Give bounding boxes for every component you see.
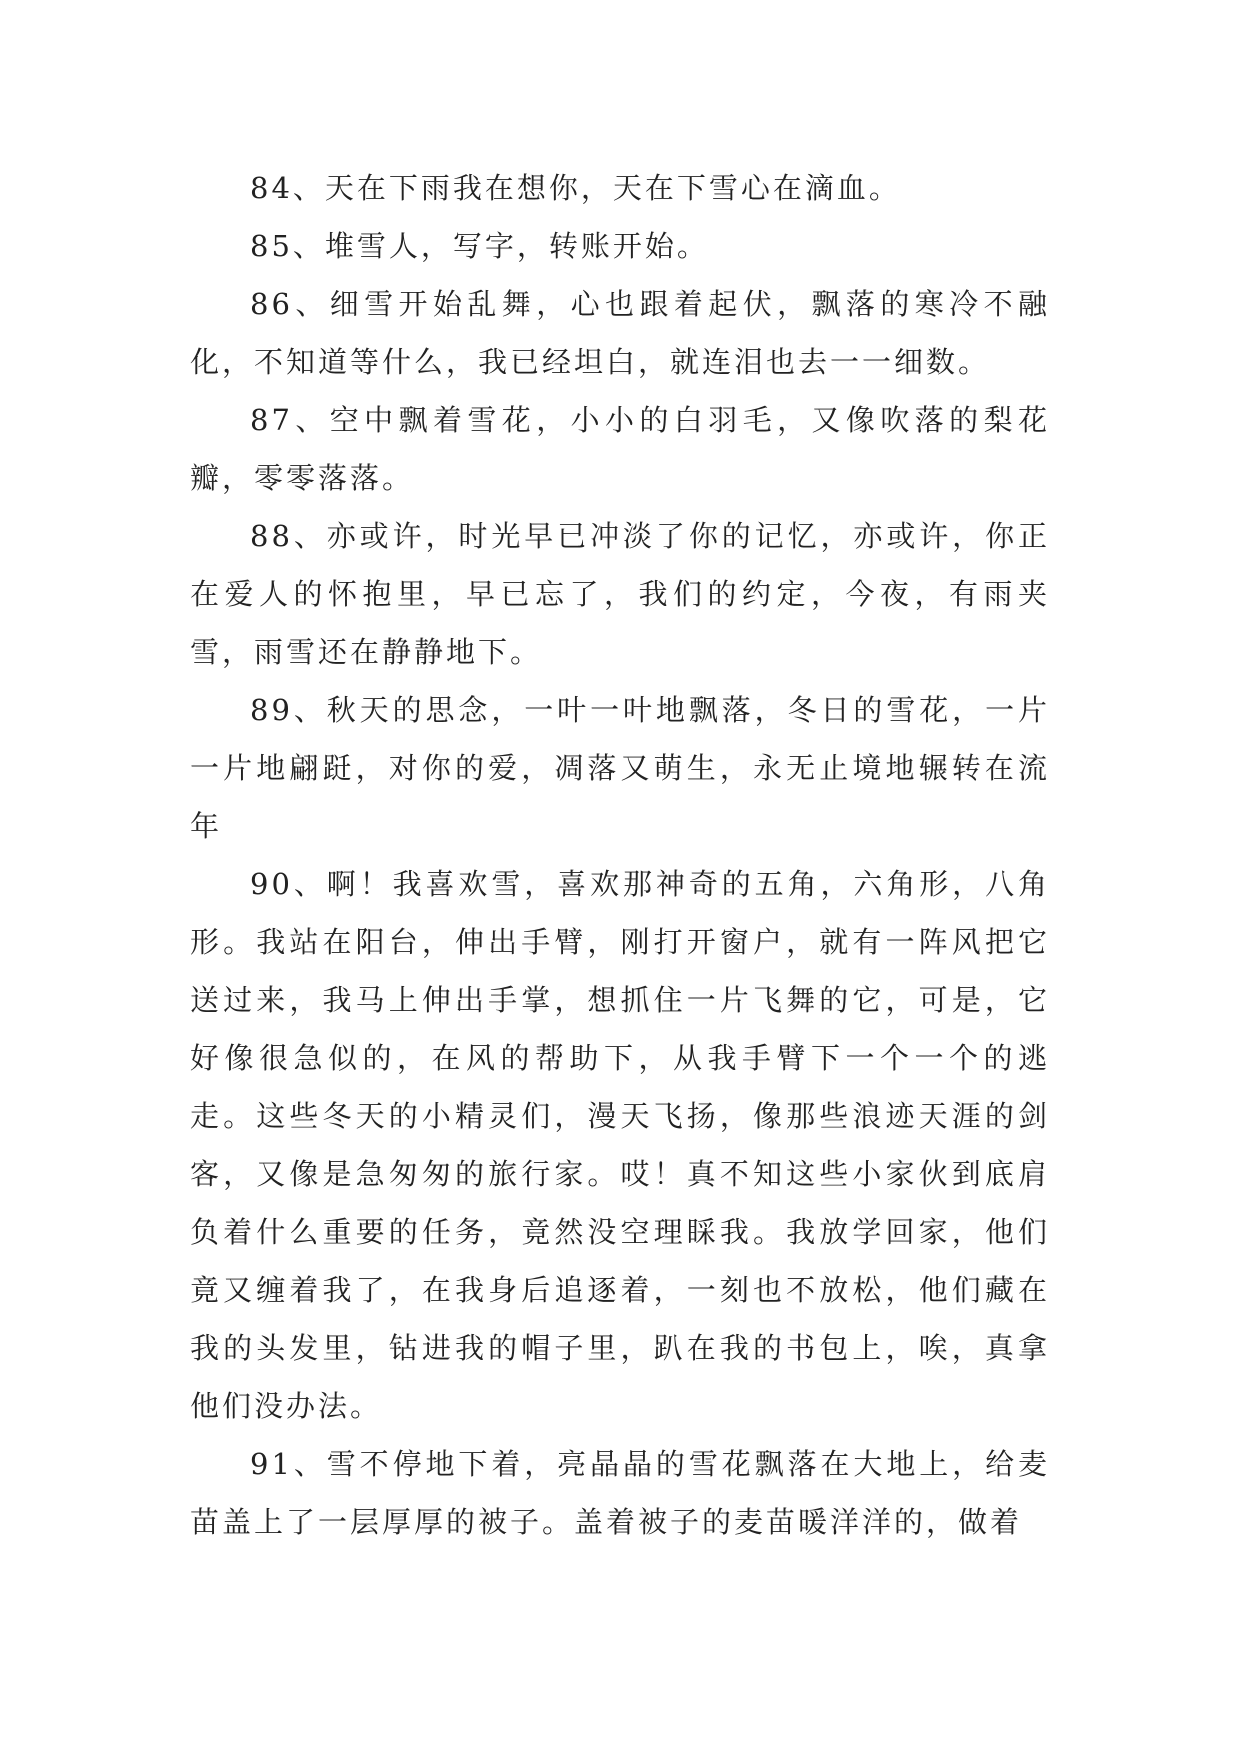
paragraph-90: 90、啊！我喜欢雪，喜欢那神奇的五角，六角形，八角形。我站在阳台，伸出手臂，刚打开窗户，就有一阵风把它送过来，我马上伸出手掌，想抓住一片飞舞的它，可是，它好像很急似的，在风的帮助下，从我手臂下一个一个的逃走。这些冬天的小精灵们，漫天飞扬，像那些浪迹天涯的剑客，又像是急匆匆的旅行家。哎！真不知这些小家伙到底肩负着什么重要的任务，竟然没空理睬我。我放学回家，他们竟又缠着我了，在我身后追逐着，一刻也不放松，他们藏在我的头发里，钻进我的帽子里，趴在我的书包上，唉，真拿他们没办法。 — [190, 867, 1050, 1423]
paragraph-89: 89、秋天的思念，一叶一叶地飘落，冬日的雪花，一片一片地翩跹，对你的爱，凋落又萌生，永无止境地辗转在流年 — [190, 693, 1050, 843]
document-body — [190, 159, 1050, 1551]
paragraph-86: 86、细雪开始乱舞，心也跟着起伏，飘落的寒冷不融化，不知道等什么，我已经坦白，就连泪也去一一细数。 — [190, 287, 1050, 379]
paragraph-88: 88、亦或许，时光早已冲淡了你的记忆，亦或许，你正在爱人的怀抱里，早已忘了，我们的约定，今夜，有雨夹雪，雨雪还在静静地下。 — [190, 519, 1050, 669]
paragraph-84: 84、天在下雨我在想你，天在下雪心在滴血。 — [250, 171, 901, 205]
paragraph-87: 87、空中飘着雪花，小小的白羽毛，又像吹落的梨花瓣，零零落落。 — [190, 403, 1050, 495]
paragraph-85: 85、堆雪人，写字，转账开始。 — [250, 229, 709, 263]
paragraph-91: 91、雪不停地下着，亮晶晶的雪花飘落在大地上，给麦苗盖上了一层厚厚的被子。盖着被子的麦苗暖洋洋的，做着 — [190, 1447, 1050, 1539]
